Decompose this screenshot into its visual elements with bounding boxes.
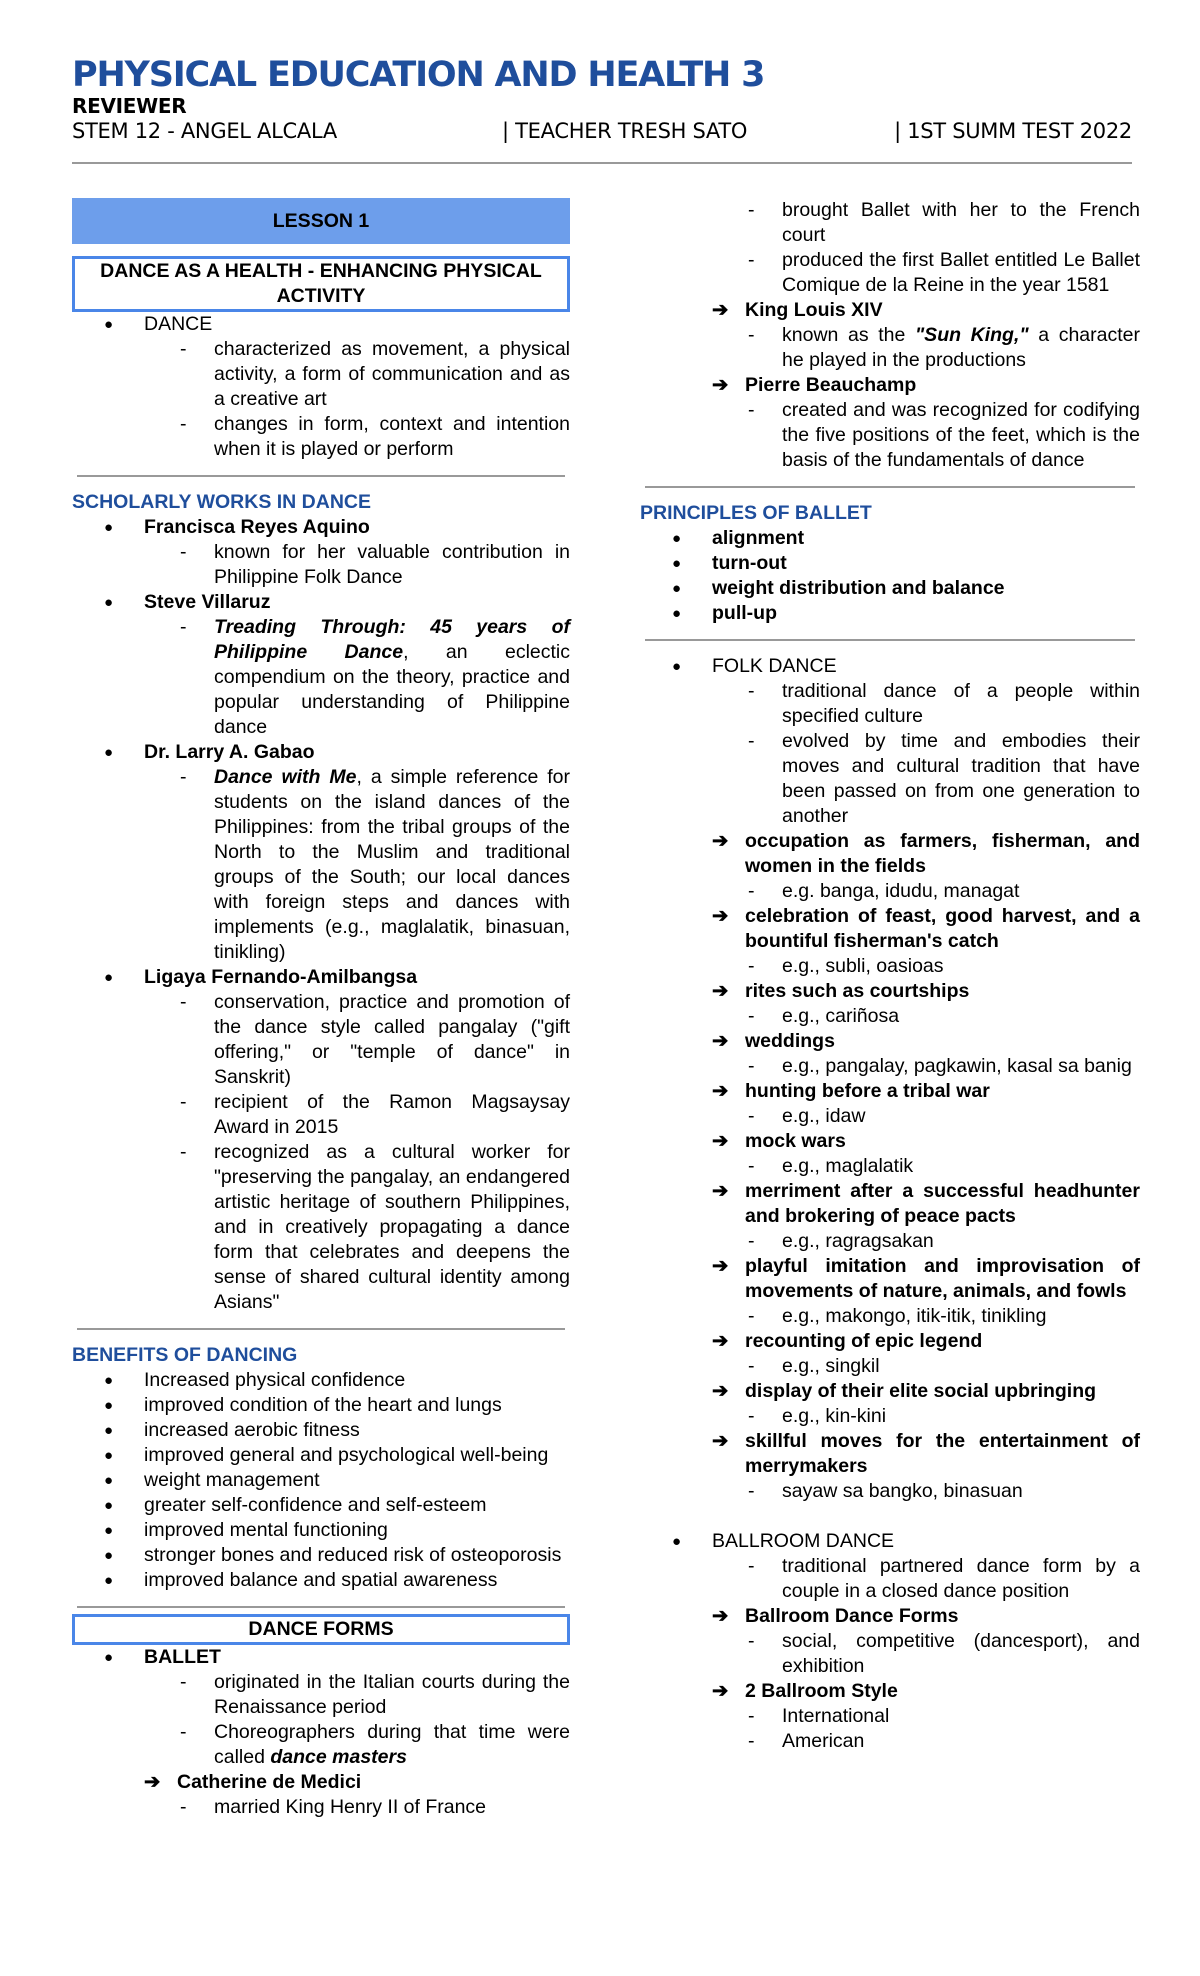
arrow-icon: ➔ — [712, 1605, 729, 1627]
arrow-item: ➔ display of their elite social upbringing — [712, 1380, 1097, 1402]
bullet-icon: ● — [672, 658, 682, 675]
dash-icon: - — [748, 1705, 755, 1727]
meta-author: STEM 12 - ANGEL ALCALA — [72, 119, 337, 143]
section-divider — [77, 475, 565, 477]
dash-icon: - — [180, 1671, 187, 1693]
left-column — [72, 198, 570, 1820]
dash-icon: - — [748, 680, 755, 702]
dash-item: - Choreographers during that time were called dance masters — [180, 1721, 570, 1768]
dash-item: - e.g., pangalay, pagkawin, kasal sa banig — [748, 1055, 1132, 1077]
dash-icon: - — [180, 338, 187, 360]
list-item: ● weight management — [104, 1469, 320, 1491]
section-divider — [645, 486, 1135, 488]
arrow-icon: ➔ — [712, 980, 729, 1002]
dash-icon: - — [748, 880, 755, 902]
list-item: ● turn-out — [672, 552, 787, 574]
dash-item: - created and was recognized for codifying the five positions of the feet, which is the basis of the fundamentals of dance — [748, 399, 1140, 471]
bullet-icon: ● — [104, 519, 114, 536]
dash-icon: - — [180, 1091, 187, 1113]
list-item: ● improved condition of the heart and lungs — [104, 1394, 502, 1416]
arrow-item: ➔ merriment after a successful headhunter and brokering of peace pacts — [712, 1180, 1140, 1227]
dash-icon: - — [748, 1480, 755, 1502]
bullet-icon: ● — [104, 594, 114, 611]
dash-item: - recognized as a cultural worker for "preserving the pangalay, an endangered artistic heritage of southern Philippines, and in creatively propagating a dance form that celebrates and deepens the sense of shared cultural identity among Asians" — [180, 1141, 570, 1313]
section-divider — [77, 1328, 565, 1330]
page-title: PHYSICAL EDUCATION AND HEALTH 3 — [72, 55, 765, 95]
arrow-item-louis: ➔ King Louis XIV — [712, 299, 883, 321]
bullet-ballet: ● BALLET — [104, 1646, 221, 1668]
bullet-icon: ● — [104, 1472, 114, 1489]
meta-teacher: | TEACHER TRESH SATO — [502, 119, 748, 143]
dash-icon: - — [748, 1155, 755, 1177]
arrow-item: ➔ mock wars — [712, 1130, 846, 1152]
bullet-icon: ● — [672, 555, 682, 572]
bullet-icon: ● — [104, 316, 114, 333]
bullet-icon: ● — [104, 744, 114, 761]
dash-icon: - — [180, 991, 187, 1013]
list-item: ● greater self-confidence and self-esteem — [104, 1494, 487, 1516]
right-column — [640, 198, 1140, 1754]
header-rule — [72, 162, 1132, 164]
list-item: ● weight distribution and balance — [672, 577, 1005, 599]
section-heading-scholarly: SCHOLARLY WORKS IN DANCE — [72, 491, 372, 513]
list-item: ● Increased physical confidence — [104, 1369, 406, 1391]
arrow-icon: ➔ — [712, 374, 729, 396]
dash-icon: - — [748, 1230, 755, 1252]
dash-icon: - — [748, 955, 755, 977]
dash-item: - International — [748, 1705, 890, 1727]
dash-icon: - — [748, 324, 755, 346]
dash-icon: - — [748, 1355, 755, 1377]
arrow-icon: ➔ — [712, 1180, 729, 1202]
list-item: ● alignment — [672, 527, 805, 549]
arrow-item: ➔ skillful moves for the entertainment of merrymakers — [712, 1430, 1140, 1477]
arrow-icon: ➔ — [712, 1380, 729, 1402]
arrow-icon: ➔ — [712, 1255, 729, 1277]
dash-item: - e.g., cariñosa — [748, 1005, 900, 1027]
dash-icon: - — [180, 1141, 187, 1163]
arrow-item: ➔ 2 Ballroom Style — [712, 1680, 898, 1702]
dash-item: - e.g., kin-kini — [748, 1405, 887, 1427]
dash-item: - known as the "Sun King," a character he played in the productions — [748, 324, 1140, 371]
bullet-icon: ● — [104, 1372, 114, 1389]
bullet-icon: ● — [104, 1649, 114, 1666]
dash-item: - produced the first Ballet entitled Le Ballet Comique de la Reine in the year 1581 — [748, 249, 1140, 296]
arrow-icon: ➔ — [144, 1771, 161, 1793]
arrow-item: ➔ rites such as courtships — [712, 980, 970, 1002]
dash-item: - e.g., subli, oasioas — [748, 955, 944, 977]
dash-item: - e.g., maglalatik — [748, 1155, 914, 1177]
dash-icon: - — [748, 249, 755, 271]
scholar-amilbangsa: ● Ligaya Fernando-Amilbangsa — [104, 966, 418, 988]
bullet-icon: ● — [104, 1572, 114, 1589]
dash-item: - Dance with Me, a simple reference for students on the island dances of the Philippines: from the tribal groups of the North to the Muslim and traditional groups of the South; our local dances with foreign steps and dances with implements (e.g., maglalatik, binasuan, tinikling) — [180, 766, 571, 963]
dash-icon: - — [180, 1796, 187, 1818]
arrow-item: ➔ occupation as farmers, fisherman, and women in the fields — [712, 830, 1140, 877]
section-heading-benefits: BENEFITS OF DANCING — [72, 1344, 298, 1366]
bullet-dance: ● DANCE — [104, 313, 213, 335]
bullet-icon: ● — [104, 1547, 114, 1564]
list-item: ● improved mental functioning — [104, 1519, 388, 1541]
dash-item: - married King Henry II of France — [180, 1796, 487, 1818]
dash-item: - recipient of the Ramon Magsaysay Award in 2015 — [180, 1091, 570, 1138]
lesson-banner: LESSON 1 — [72, 198, 570, 244]
arrow-item: ➔ Ballroom Dance Forms — [712, 1605, 959, 1627]
bullet-icon: ● — [104, 1497, 114, 1514]
dash-icon: - — [748, 1405, 755, 1427]
dance-forms-box: DANCE FORMS — [72, 1614, 570, 1645]
arrow-item: ➔ hunting before a tribal war — [712, 1080, 990, 1102]
dash-item: - known for her valuable contribution in Philippine Folk Dance — [180, 541, 570, 588]
bullet-icon: ● — [672, 530, 682, 547]
arrow-item: ➔ recounting of epic legend — [712, 1330, 983, 1352]
dash-item: - traditional dance of a people within specified culture — [748, 680, 1140, 727]
arrow-icon: ➔ — [712, 299, 729, 321]
dash-icon: - — [748, 1305, 755, 1327]
arrow-icon: ➔ — [712, 1080, 729, 1102]
dash-item: - e.g., singkil — [748, 1355, 880, 1377]
bullet-icon: ● — [672, 580, 682, 597]
bullet-icon: ● — [104, 1522, 114, 1539]
dash-item: - sayaw sa bangko, binasuan — [748, 1480, 1023, 1502]
dash-item: - social, competitive (dancesport), and exhibition — [748, 1630, 1140, 1677]
spacer — [640, 1504, 1140, 1529]
arrow-icon: ➔ — [712, 1130, 729, 1152]
dash-icon: - — [180, 1721, 187, 1743]
page-subtitle: REVIEWER — [72, 94, 187, 118]
document-header — [72, 55, 1132, 145]
arrow-icon: ➔ — [712, 1330, 729, 1352]
list-item: ● pull-up — [672, 602, 777, 624]
meta-line — [72, 117, 1132, 145]
bullet-icon: ● — [104, 969, 114, 986]
scholar-villaruz: ● Steve Villaruz — [104, 591, 271, 613]
arrow-icon: ➔ — [712, 1680, 729, 1702]
dash-item: - changes in form, context and intention when it is played or perform — [180, 413, 570, 460]
dash-item: - characterized as movement, a physical activity, a form of communication and as a creative art — [180, 338, 570, 410]
dash-icon: - — [748, 730, 755, 752]
scholar-gabao: ● Dr. Larry A. Gabao — [104, 741, 315, 763]
dash-item: - Treading Through: 45 years of Philippine Dance, an eclectic compendium on the theory, practice and popular understanding of Philippine dance — [180, 616, 570, 738]
list-item: ● increased aerobic fitness — [104, 1419, 360, 1441]
section-divider — [77, 1606, 565, 1608]
arrow-icon: ➔ — [712, 905, 729, 927]
dash-icon: - — [180, 541, 187, 563]
meta-test: | 1ST SUMM TEST 2022 — [894, 119, 1132, 143]
dash-icon: - — [748, 199, 755, 221]
dash-icon: - — [180, 616, 187, 638]
dash-icon: - — [748, 399, 755, 421]
dash-icon: - — [748, 1055, 755, 1077]
scholar-aquino: ● Francisca Reyes Aquino — [104, 516, 370, 538]
topic-box: DANCE AS A HEALTH - ENHANCING PHYSICAL ACTIVITY — [72, 256, 570, 312]
arrow-item: ➔ weddings — [712, 1030, 835, 1052]
bullet-icon: ● — [104, 1447, 114, 1464]
dash-item: - originated in the Italian courts during the Renaissance period — [180, 1671, 570, 1718]
dash-icon: - — [748, 1555, 755, 1577]
dash-icon: - — [180, 413, 187, 435]
dash-item: - e.g. banga, idudu, managat — [748, 880, 1020, 902]
dash-icon: - — [748, 1005, 755, 1027]
section-divider — [645, 639, 1135, 641]
dash-item: - American — [748, 1730, 865, 1752]
dash-item: - brought Ballet with her to the French court — [748, 199, 1140, 246]
bullet-icon: ● — [672, 605, 682, 622]
arrow-icon: ➔ — [712, 830, 729, 852]
dash-item: - e.g., makongo, itik-itik, tinikling — [748, 1305, 1047, 1327]
section-heading-principles: PRINCIPLES OF BALLET — [640, 502, 872, 524]
dash-item: - e.g., idaw — [748, 1105, 866, 1127]
arrow-icon: ➔ — [712, 1430, 729, 1452]
list-item: ● improved balance and spatial awareness — [104, 1569, 498, 1591]
dash-icon: - — [748, 1630, 755, 1652]
arrow-item-catherine: ➔ Catherine de Medici — [144, 1771, 362, 1793]
dash-item: - conservation, practice and promotion of the dance style called pangalay ("gift offering," or "temple of dance" in Sanskrit) — [180, 991, 570, 1088]
dash-icon: - — [748, 1730, 755, 1752]
dash-icon: - — [180, 766, 187, 788]
list-item: ● stronger bones and reduced risk of osteoporosis — [104, 1544, 562, 1566]
dash-item: - e.g., ragragsakan — [748, 1230, 934, 1252]
dash-item: - evolved by time and embodies their moves and cultural tradition that have been passed on from one generation to another — [748, 730, 1140, 827]
bullet-ballroom-dance: ● BALLROOM DANCE — [672, 1530, 895, 1552]
list-item: ● improved general and psychological well-being — [104, 1444, 549, 1466]
dash-icon: - — [748, 1105, 755, 1127]
bullet-icon: ● — [672, 1533, 682, 1550]
bullet-icon: ● — [104, 1422, 114, 1439]
bullet-folk-dance: ● FOLK DANCE — [672, 655, 837, 677]
arrow-item: ➔ celebration of feast, good harvest, and a bountiful fisherman's catch — [712, 905, 1140, 952]
arrow-item: ➔ playful imitation and improvisation of movements of nature, animals, and fowls — [712, 1255, 1140, 1302]
arrow-item-pierre: ➔ Pierre Beauchamp — [712, 374, 917, 396]
arrow-icon: ➔ — [712, 1030, 729, 1052]
bullet-icon: ● — [104, 1397, 114, 1414]
dash-item: - traditional partnered dance form by a couple in a closed dance position — [748, 1555, 1140, 1602]
